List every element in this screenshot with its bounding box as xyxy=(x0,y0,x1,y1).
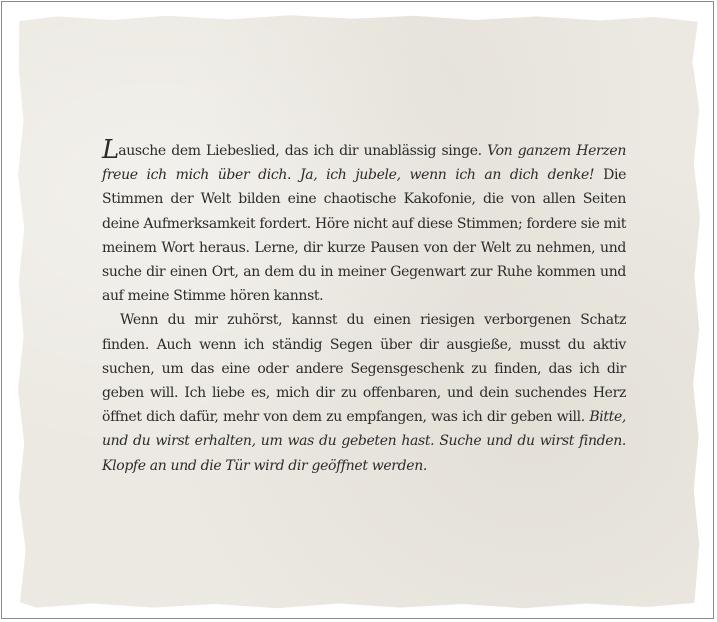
drop-cap: L xyxy=(102,135,119,165)
devotional-text xyxy=(102,135,627,478)
paragraph-1 xyxy=(102,135,627,308)
paragraph-1-lead: ausche dem Liebeslied, das ich dir unablässig singe. xyxy=(118,143,488,159)
paragraph-2-lead: Wenn du mir zuhörst, kannst du einen riesigen verborgenen Schatz finden. Auch wenn ich ständig Segen über dir ausgieße, musst du aktiv suchen, um das eine oder andere Segensgeschenk zu finden, das ich dir geben will. Ich liebe es, mich dir zu offenbaren, und dein suchendes Herz öffnet dich dafür, mehr von dem zu empfangen, was ich dir geben will. xyxy=(102,312,626,426)
paragraph-2-quote: Bitte, und du wirst erhalten, um was du gebeten hast. Suche und du wirst finden. Klopfe an und die Tür wird dir geöffnet werden. xyxy=(102,409,626,474)
paragraph-2 xyxy=(102,308,626,477)
paragraph-1-quote: Von ganzem Herzen freue ich mich über dich. Ja, ich jubele, wenn ich an dich denke! xyxy=(102,143,626,184)
paragraph-1-rest: Die Stimmen der Welt bilden eine chaotische Kakofonie, die von allen Seiten deine Aufmerksamkeit fordert. Höre nicht auf diese Stimmen; fordere sie mit meinem Wort heraus. Lerne, dir kurze Pausen von der Welt zu nehmen, und suche dir einen Ort, an dem du in meiner Gegenwart zur Ruhe kommen und auf meine Stimme hören kannst. xyxy=(102,167,627,305)
page-frame xyxy=(1,1,714,619)
